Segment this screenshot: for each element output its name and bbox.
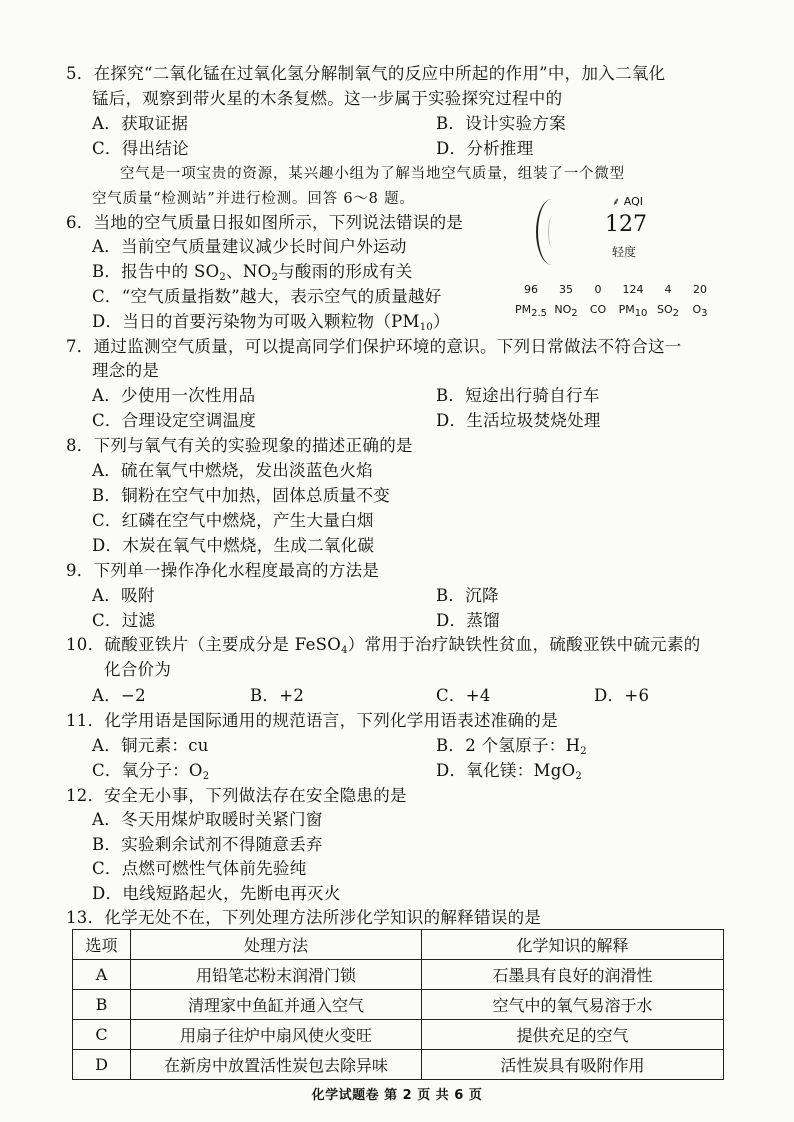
q7-option-b: B．短途出行骑自行车 (436, 386, 600, 405)
table-cell: 用扇子往炉中扇风使火变旺 (131, 1020, 422, 1050)
q5-option-b: B．设计实验方案 (436, 114, 567, 133)
pollutant-item (578, 283, 618, 317)
table-cell: 石墨具有良好的润滑性 (422, 960, 724, 990)
table-cell: C (73, 1020, 131, 1050)
pollutant-name: $O_3$ (692, 303, 708, 319)
table-cell: 用铅笔芯粉末润滑门锁 (131, 960, 422, 990)
q12-option-c: C．点燃可燃性气体前先验纯 (92, 859, 307, 878)
q5-option-a: A．获取证据 (92, 114, 189, 133)
q11-option-d: D．氧化镁：MgO$_2$ (436, 761, 583, 782)
q11-option-c: C．氧分子：$O_2$ (92, 761, 210, 782)
pollutant-value: 35 (559, 283, 573, 296)
q8-stem: 8．下列与氧气有关的实验现象的描述正确的是 (66, 436, 413, 455)
q8-option-a: A．硫在氧气中燃烧，发出淡蓝色火焰 (92, 461, 374, 480)
q6-option-b: B．报告中的 $SO_2$、$NO_2$与酸雨的形成有关 (92, 262, 413, 283)
pollutant-name: $PM_{2.5}$ (514, 303, 548, 319)
table-row (73, 1050, 724, 1080)
q12-option-d: D．电线短路起火，先断电再灭火 (92, 884, 341, 903)
q10-stem-line2: 化合价为 (104, 660, 172, 679)
q7-option-c: C．合理设定空调温度 (92, 411, 257, 430)
q8-option-d: D．木炭在氧气中燃烧，生成二氧化碳 (92, 536, 375, 555)
table-row (73, 1020, 724, 1050)
table-header-cell: 化学知识的解释 (422, 930, 724, 960)
q12-option-b: B．实验剩余试剂不得随意丢弃 (92, 835, 323, 854)
q13-table (72, 929, 724, 1080)
q10-stem-line1: 10．硫酸亚铁片（主要成分是 FeSO$_4$）常用于治疗缺铁性贫血，硫酸亚铁中硫元素的 (66, 635, 701, 656)
q12-stem: 12．安全无小事，下列做法存在安全隐患的是 (66, 786, 407, 805)
table-cell: 在新房中放置活性炭包去除异味 (131, 1050, 422, 1080)
aqi-value: 127 (605, 212, 647, 237)
table-cell: 清理家中鱼缸并通入空气 (131, 990, 422, 1020)
q7-stem-line2: 理念的是 (92, 361, 160, 380)
table-cell: 空气中的氧气易溶于水 (422, 990, 724, 1020)
q6-option-d: D．当日的首要污染物为可吸入颗粒物$(PM_{10})$ (92, 312, 450, 333)
q10-option-b: B．+2 (250, 686, 305, 705)
q10-option-c: C．+4 (436, 686, 491, 705)
q6-stem: 6．当地的空气质量日报如图所示，下列说法错误的是 (66, 213, 464, 232)
q7-stem-line1: 7．通过监测空气质量，可以提高同学们保护环境的意识。下列日常做法不符合这一 (66, 337, 682, 356)
q5-stem-line1: 5．在探究“二氧化锰在过氧化氢分解制氧气的反应中所起的作用”中，加入二氧化 (66, 64, 666, 83)
pollutant-name: CO (589, 303, 607, 316)
table-header-row (73, 930, 724, 960)
table-row (73, 990, 724, 1020)
table-header-cell: 选项 (73, 930, 131, 960)
table-cell: D (73, 1050, 131, 1080)
q10-option-a: A．−2 (92, 686, 146, 705)
table-cell: 活性炭具有吸附作用 (422, 1050, 724, 1080)
intro-line1: 空气是一项宝贵的资源，某兴趣小组为了解当地空气质量，组装了一个微型 (120, 166, 625, 182)
pollutant-value: 124 (622, 283, 644, 296)
pollutant-value: 96 (524, 283, 538, 296)
q9-stem: 9．下列单一操作净化水程度最高的方法是 (66, 561, 380, 580)
pollutant-value: 0 (594, 283, 602, 296)
q12-option-a: A．冬天用煤炉取暖时关紧门窗 (92, 810, 323, 829)
page-footer: 化学试题卷 第 2 页 共 6 页 (311, 1088, 483, 1103)
pollutant-item (680, 283, 720, 317)
q11-stem: 11．化学用语是国际通用的规范语言，下列化学用语表述准确的是 (66, 711, 558, 730)
q6-option-a: A．当前空气质量建议减少长时间户外运动 (92, 237, 407, 256)
table-cell: B (73, 990, 131, 1020)
pollutant-name: $SO_2$ (656, 303, 679, 319)
q7-option-a: A．少使用一次性用品 (92, 386, 256, 405)
q8-option-c: C．红磷在空气中燃烧，产生大量白烟 (92, 511, 374, 530)
pollutant-name: $NO_2$ (554, 303, 578, 319)
q8-option-b: B．铜粉在空气中加热，固体总质量不变 (92, 486, 391, 505)
aqi-gauge-inner-arc (548, 216, 557, 248)
q5-stem-line2: 锰后，观察到带火星的木条复燃。这一步属于实验探究过程中的 (92, 89, 563, 108)
intro-line2: 空气质量“检测站”并进行检测。回答 6～8 题。 (92, 191, 415, 207)
table-cell: A (73, 960, 131, 990)
q7-option-d: D．生活垃圾焚烧处理 (436, 411, 601, 430)
q9-option-a: A．吸附 (92, 586, 155, 605)
q9-option-b: B．沉降 (436, 586, 499, 605)
q11-option-b: B．2 个氢原子：$H_2$ (436, 736, 587, 757)
q9-option-d: D．蒸馏 (436, 611, 500, 630)
q10-option-d: D．+6 (594, 686, 650, 705)
table-row (73, 960, 724, 990)
pollutant-value: 4 (664, 283, 672, 296)
pollutant-item (511, 283, 551, 317)
q13-stem: 13．化学无处不在，下列处理方法所涉化学知识的解释错误的是 (66, 908, 542, 927)
q5-option-c: C．得出结论 (92, 139, 189, 158)
aqi-level: 轻度 (612, 245, 637, 259)
table-cell: 提供充足的空气 (422, 1020, 724, 1050)
pollutant-value: 20 (693, 283, 707, 296)
pollutant-name: $PM_{10}$ (618, 303, 648, 319)
q9-option-c: C．过滤 (92, 611, 156, 630)
table-header-cell: 处理方法 (131, 930, 422, 960)
q11-option-a: A．铜元素：cu (92, 736, 209, 755)
q6-option-c: C．“空气质量指数”越大，表示空气的质量越好 (92, 287, 442, 306)
pollutant-item (613, 283, 653, 317)
q5-option-d: D．分析推理 (436, 139, 534, 158)
aqi-label: ⸙ AQI (612, 195, 643, 208)
